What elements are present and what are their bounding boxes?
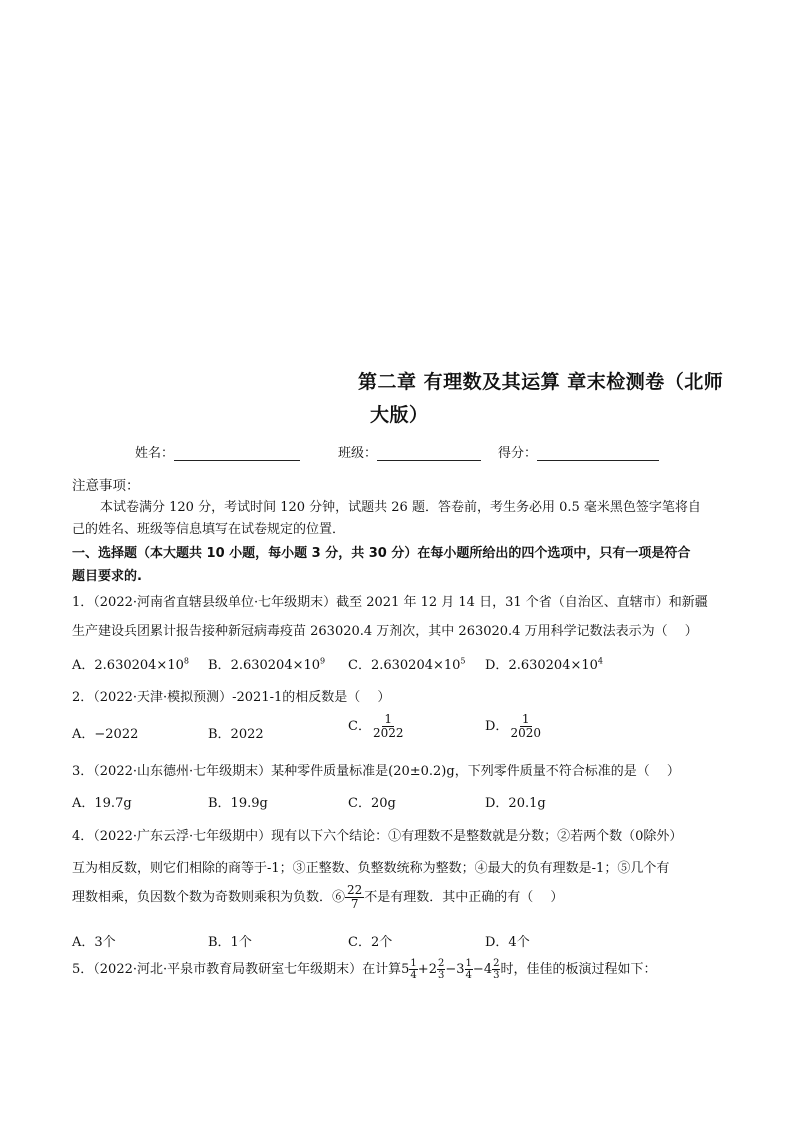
question-3-stem: 3．（2022·山东德州·七年级期末）某种零件质量标准是(20±0.2)g，下列零件质量不符合标准的是（ ） (72, 764, 680, 779)
q3-option-a[interactable]: A．19.7g (72, 796, 132, 811)
score-blank[interactable] (537, 446, 659, 461)
question-4-line-1: 4．（2022·广东云浮·七年级期中）现有以下六个结论：①有理数不是整数就是分数；②若两个数（0除外） (72, 829, 683, 844)
page-title: 第二章 有理数及其运算 章末检测卷（北师 (358, 371, 724, 393)
question-4-line-3: 理数相乘，负因数个数为奇数则乘积为负数．⑥ $\frac{22}{7}$ 不是有理数．其中正确的有（ ） (72, 883, 564, 911)
name-blank[interactable] (174, 446, 300, 461)
q2-option-a[interactable]: A．−2022 (72, 727, 139, 742)
class-blank[interactable] (377, 446, 481, 461)
question-4-line-2: 互为相反数，则它们相除的商等于-1；③正整数、负整数统称为整数；④最大的负有理数是-1；⑤几个有 (72, 861, 670, 876)
q1-option-d[interactable]: D．$2.630204\times 10^4$ (485, 656, 603, 673)
name-field[interactable] (135, 442, 300, 461)
fraction: $\frac{1}{2020}$ (510, 712, 541, 740)
q1-option-a[interactable]: A．$2.630204\times 10^8$ (72, 656, 189, 673)
fraction: $\frac{1}{2022}$ (372, 712, 404, 740)
class-field[interactable] (338, 442, 481, 461)
question-2-stem: 2．（2022·天津·模拟预测）-2021-1的相反数是（ ） (72, 690, 391, 705)
fraction: $\frac{2}{3}$ (437, 958, 445, 981)
class-label: 班级： (338, 446, 378, 461)
section-heading: 一、选择题（本大题共 10 小题，每小题 3 分，共 30 分）在每小题所给出的四个选项中，只有一项是符合 (72, 546, 691, 561)
question-1-line-2: 生产建设兵团累计报告接种新冠病毒疫苗 263020.4 万剂次，其中 263020.4 万用科学记数法表示为（ ） (72, 624, 698, 639)
q2-option-d[interactable]: D． $\frac{1}{2020}$ (485, 712, 541, 740)
q2-option-c[interactable]: C． $\frac{1}{2022}$ (348, 712, 404, 740)
fraction: $\frac{1}{4}$ (465, 958, 472, 981)
notice-line-2: 己的姓名、班级等信息填写在试卷规定的位置． (72, 522, 346, 537)
question-5-stem: 5．（2022·河北·平泉市教育局教研室七年级期末）在计算5 $\frac{1}{4}$ +2 $\frac{2}{3}$ −3 $\frac{1}{4}$ −4 $\frac{2}{3}$ 时，佳佳的板演过程如下： (72, 958, 657, 981)
mixed-number-expression: 5 $\frac{1}{4}$ +2 $\frac{2}{3}$ −3 $\frac{1}{4}$ −4 $\frac{2}{3}$ (401, 958, 500, 981)
q3-option-c[interactable]: C．20g (348, 796, 396, 811)
q1-option-c[interactable]: C．$2.630204\times 10^5$ (348, 656, 466, 673)
fraction: $\frac{2}{3}$ (493, 958, 500, 981)
section-heading-continued: 题目要求的. (72, 569, 142, 584)
q4-option-b[interactable]: B．1个 (208, 935, 252, 950)
q4-option-c[interactable]: C．2个 (348, 935, 393, 950)
score-label: 得分： (498, 446, 538, 461)
notice-heading: 注意事项： (72, 478, 140, 494)
q1-option-b[interactable]: B．$2.630204\times 10^9$ (208, 656, 326, 673)
q3-option-b[interactable]: B．19.9g (208, 796, 268, 811)
page-title-continued: 大版） (370, 404, 429, 426)
q4-option-d[interactable]: D．4个 (485, 935, 530, 950)
notice-line-1: 本试卷满分 120 分，考试时间 120 分钟，试题共 26 题．答卷前，考生务必用 0.5 毫米黑色签字笔将自 (100, 500, 701, 515)
question-1-line-1: 1．（2022·河南省直辖县级单位·七年级期末）截至 2021 年 12 月 14 日，31 个省（自治区、直辖市）和新疆 (72, 595, 708, 610)
name-label: 姓名： (135, 446, 175, 461)
q2-option-b[interactable]: B．2022 (208, 727, 264, 742)
q4-option-a[interactable]: A．3个 (72, 935, 116, 950)
score-field[interactable] (498, 442, 659, 461)
fraction: $\frac{1}{4}$ (410, 958, 417, 981)
fraction: $\frac{22}{7}$ (347, 883, 363, 911)
q3-option-d[interactable]: D．20.1g (485, 796, 546, 811)
